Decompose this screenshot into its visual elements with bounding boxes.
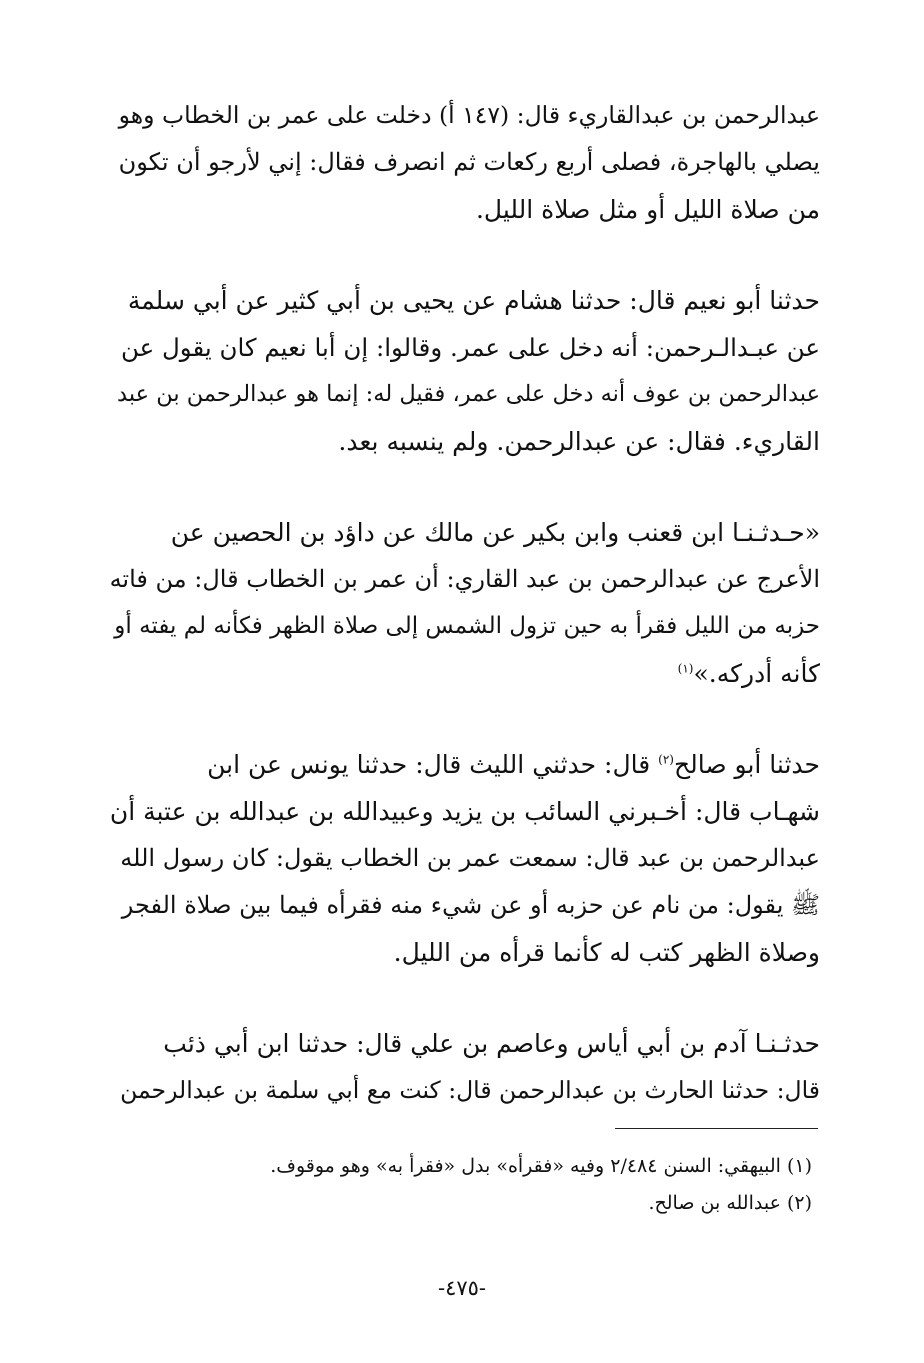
text-line: حدثنا أبو نعيم قال: حدثنا هشام عن يحيى بن أبي كثير عن أبي سلمة — [127, 286, 820, 315]
footnotes — [200, 1148, 812, 1222]
text-line — [110, 741, 820, 788]
text-line: «حـدثـنـا ابن قعنب وابن بكير عن مالك عن داؤد بن الحصين عن — [170, 518, 820, 547]
paragraph-5 — [110, 1020, 820, 1114]
footnote-1: (١) البيهقي: السنن ٢/٤٨٤ وفيه «فقرأه» بدل «فقرأ به» وهو موقوف. — [270, 1155, 812, 1177]
text-line: حدثـنـا آدم بن أبي أياس وعاصم بن علي قال: حدثنا ابن أبي ذئب — [163, 1029, 820, 1058]
paragraph-4 — [110, 741, 820, 976]
main-text — [110, 92, 820, 1114]
paragraph-1 — [110, 92, 820, 233]
paragraph-2 — [110, 277, 820, 465]
footnote-ref-1: (١) — [677, 661, 694, 676]
text-line: قال: حدثنا الحارث بن عبدالرحمن قال: كنت مع أبي سلمة بن عبدالرحمن — [120, 1076, 820, 1104]
text-line: الأعرج عن عبدالرحمن بن عبد القاري: أن عمر بن الخطاب قال: من فاته — [109, 565, 820, 593]
text-line: من صلاة الليل أو مثل صلاة الليل. — [475, 195, 820, 224]
text-line: القاريء. فقال: عن عبدالرحمن. ولم ينسبه بعد. — [338, 427, 820, 456]
text-line: حزبه من الليل فقرأ به حين تزول الشمس إلى صلاة الظهر فكأنه لم يفته أو — [114, 613, 820, 639]
line-text: كأنه أدركه.» — [693, 659, 820, 688]
footnote-ref-2: (٢) — [658, 752, 674, 767]
text-line: يصلي بالهاجرة، فصلى أربع ركعات ثم انصرف فقال: إني لأرجو أن تكون — [118, 148, 820, 176]
text-line: وصلاة الظهر كتب له كأنما قرأه من الليل. — [393, 938, 820, 967]
text-line: عبدالرحمن بن عوف أنه دخل على عمر، فقيل له: إنما هو عبدالرحمن بن عبد — [117, 381, 820, 407]
line-text: قال: حدثني الليث قال: حدثنا يونس عن ابن — [207, 750, 659, 779]
paragraph-3 — [110, 509, 820, 697]
text-line: شهـاب قال: أخـبرني السائب بن يزيد وعبيدالله بن عبدالله بن عتبة أن — [109, 797, 820, 826]
text-line: عن عبـدالـرحمن: أنه دخل على عمر. وقالوا: إن أبا نعيم كان يقول عن — [120, 333, 820, 362]
footnote-divider — [615, 1128, 818, 1129]
text-line — [110, 650, 820, 697]
text-line: ﷺ يقول: من نام عن حزبه أو عن شيء منه فقرأه فيما بين صلاة الفجر — [121, 891, 820, 919]
text-line: عبدالرحمن بن عبد قال: سمعت عمر بن الخطاب يقول: كان رسول الله — [120, 844, 820, 872]
footnote-2: (٢) عبدالله بن صالح. — [648, 1192, 812, 1214]
text-line: عبدالرحمن بن عبدالقاريء قال: (١٤٧ أ) دخلت على عمر بن الخطاب وهو — [118, 101, 820, 129]
line-text: حدثنا أبو صالح — [673, 750, 820, 779]
page-number: -٤٧٥- — [437, 1276, 487, 1300]
